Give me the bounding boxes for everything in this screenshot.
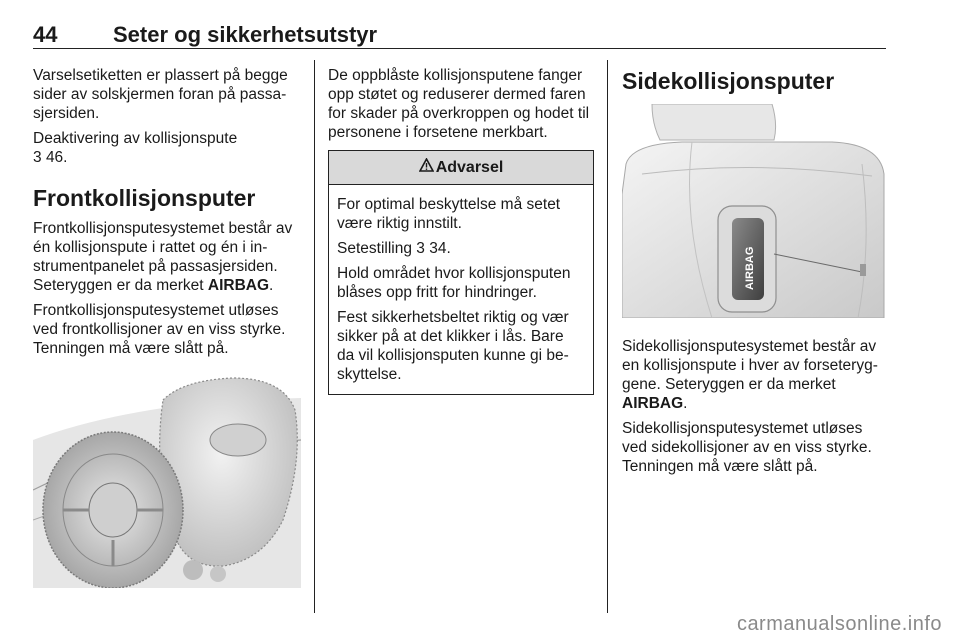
column-2 <box>328 66 594 395</box>
seat-airbag-label-image <box>622 104 886 318</box>
label-location-paragraph: Varselsetiketten er plassert på begge sider av solskjermen foran på passa-sjersiden. <box>33 67 288 122</box>
page-ref-arrow-icon: 3 <box>33 149 42 166</box>
seat-position-text: Setestilling <box>337 240 412 257</box>
section-heading-front-airbags: Frontkollisjonsputer <box>33 185 256 211</box>
side-airbag-illustration <box>622 104 888 323</box>
warning-box <box>328 150 594 395</box>
section-heading-side-airbags: Sidekollisjonsputer <box>622 68 835 94</box>
front-airbag-illustration <box>33 370 305 593</box>
page-header <box>33 8 886 49</box>
warning-seat-adjust: For optimal beskyttelse må setet være riktig innstilt. <box>337 196 561 232</box>
sentence-end: . <box>683 395 688 412</box>
deactivation-reference <box>33 129 305 167</box>
front-airbag-trigger: Frontkollisjonsputesystemet utløses ved frontkollisjoner av en viss styrke. Tenningen må være slått på. <box>33 302 286 357</box>
page-number: 44 <box>33 22 58 47</box>
front-airbag-text: Frontkollisjonsputesystemet består av én kollisjonspute i rattet og én i in-strumentpanelet på passasjersiden. Seteryggen er da merket <box>33 220 293 294</box>
airbag-mark: AIRBAG <box>622 395 684 412</box>
column-1 <box>33 66 305 593</box>
column-3 <box>622 66 888 482</box>
warning-keep-clear: Hold området hvor kollisjonsputen blåses opp fritt for hindringer. <box>337 265 571 301</box>
column-divider-2 <box>607 60 608 613</box>
sentence-end: . <box>269 277 274 294</box>
watermark: carmanualsonline.info <box>736 613 942 635</box>
side-airbag-trigger: Sidekollisjonsputesystemet utløses ved sidekollisjoner av en viss styrke. Tenningen må være slått på. <box>622 420 872 475</box>
warning-seat-position-ref <box>337 239 585 258</box>
column-divider-1 <box>314 60 315 613</box>
front-airbag-description <box>33 219 305 295</box>
page-ref-arrow-icon: 3 <box>416 240 425 257</box>
deactivation-text: Deaktivering av kollisjonspute <box>33 130 238 147</box>
warning-seatbelt: Fest sikkerhetsbeltet riktig og vær sikker på at det klikker i lås. Bare da vil kollisjonsputen kunne gi be-skyttelse. <box>337 309 569 383</box>
seat-position-page-link[interactable]: 34. <box>429 240 451 257</box>
side-airbag-description <box>622 337 888 413</box>
steering-wheel-airbag-image <box>33 370 301 588</box>
side-airbag-text: Sidekollisjonsputesystemet består av en kollisjonspute i hver av forseteryg-gene. Seteryggen er da merket <box>622 338 878 393</box>
running-title: Seter og sikkerhetsutstyr <box>113 22 378 47</box>
warning-triangle-icon <box>419 158 434 177</box>
warning-title: Advarsel <box>435 159 504 176</box>
warning-body <box>329 185 593 394</box>
airbag-function-paragraph: De oppblåste kollisjonsputene fanger opp støtet og reduserer dermed faren for skader på overkroppen og hodet til personene i forsetene merkbart. <box>328 67 590 141</box>
airbag-mark: AIRBAG <box>207 277 270 294</box>
seat-airbag-tag: AIRBAG <box>744 246 756 290</box>
deactivation-page-link[interactable]: 46. <box>45 149 68 166</box>
warning-header <box>329 151 593 185</box>
